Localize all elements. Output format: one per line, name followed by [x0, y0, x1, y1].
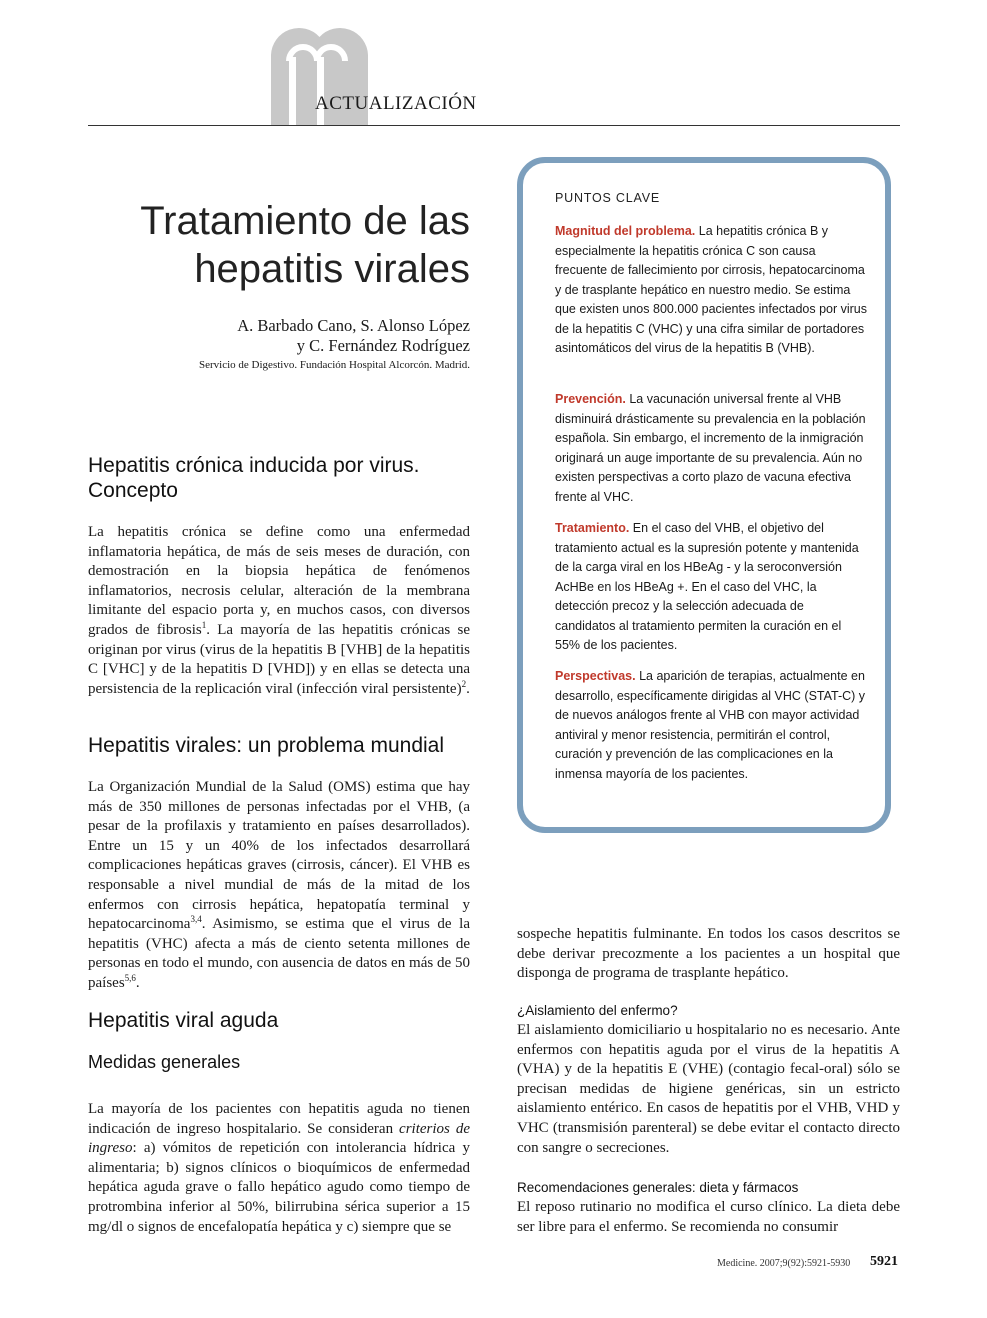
title-line-2: hepatitis virales	[194, 247, 470, 291]
authors-line-2: y C. Fernández Rodríguez	[296, 336, 470, 355]
heading-chronic-hepatitis	[88, 453, 420, 503]
heading-recommendations: Recomendaciones generales: dieta y fármacos	[517, 1180, 799, 1195]
article-title	[88, 197, 470, 293]
key-point-magnitude: Magnitud del problema. La hepatitis crónica B y especialmente la hepatitis crónica C son causa frecuente de fallecimiento por cirrosis, hepatocarcinoma y de trasplante hepático en nuestro medio. Se estima que existen unos 800.000 pacientes infectados por virus de la hepatitis C (VHC) y una cifra similar de portadores asintomáticos del virus de la hepatitis B (VHB).	[555, 224, 868, 355]
heading-line-1: Hepatitis crónica inducida por virus.	[88, 454, 420, 477]
paragraph-isolation: El aislamiento domiciliario u hospitalario no es necesario. Ante enfermos con hepatitis aguda por el virus de la hepatitis A (VHA) y de la hepatitis E (VHE) (contagio fecal-oral) sólo se precisan medidas de higiene genéricas, sin un estricto aislamiento entérico. En casos de hepatitis por el VHB, VHD y VHC (transmisión parenteral) se debe evitar el contacto directo con sangre o secreciones.	[517, 1022, 900, 1156]
key-point-perspectives: Perspectivas. La aparición de terapias, actualmente en desarrollo, específicamente dirigidas al VHC (STAT-C) y de nuevos análogos frente al VHB con mayor actividad antiviral y menor resistencia, permitirán el control, curación y prevención de las complicaciones en la inmensa mayoría de los pacientes.	[555, 669, 866, 781]
affiliation: Servicio de Digestivo. Fundación Hospital Alcorcón. Madrid.	[199, 359, 470, 371]
key-points-title: PUNTOS CLAVE	[555, 191, 660, 205]
paragraph-chronic-hepatitis: La hepatitis crónica se define como una enfermedad inflamatoria hepática, de más de seis meses de duración, con demostración en la biopsia hepática de fenómenos inflamatorios, necrosis celular, alteración de la membrana limitante del espacio porta y, en muchos casos, con diversos grados de fibrosis$^1$. La mayoría de las hepatitis crónicas se originan por virus (virus de la hepatitis B [VHB] de la hepatitis C [VHC] y de la hepatitis D [VHD]) y en ellas se detecta una persistencia de la replicación viral (infección viral persistente)$^2$.	[88, 524, 471, 697]
heading-acute-hepatitis: Hepatitis viral aguda	[88, 1009, 279, 1032]
key-point-treatment: Tratamiento. En el caso del VHB, el objetivo del tratamiento actual es la supresión potente y mantenida de la carga viral en los HBeAg - y la seroconversión AcHBe en los HBeAg +. En el caso del VHC, la detección precoz y la selección adecuada de candidatos al tratamiento permiten la curación en el 55% de los pacientes.	[555, 521, 859, 652]
heading-world-problem: Hepatitis virales: un problema mundial	[88, 734, 445, 757]
heading-line-2: Concepto	[88, 479, 178, 502]
authors	[88, 316, 470, 356]
paragraph-general-measures: La mayoría de los pacientes con hepatitis aguda no tienen indicación de ingreso hospitalario. Se consideran criterios de ingreso: a) vómitos de repetición con intolerancia hídrica y alimentaria; b) signos clínicos o bioquímicos de enfermedad hepática aguda grave o fallo hepático agudo como tiempo de protrombina inferior al 50%, bilirrubina sérica superior a 15 mg/dl o signos de encefalopatía hepática y c) siempre que se	[88, 1101, 470, 1235]
paragraph-recommendations: El reposo rutinario no modifica el curso clínico. La dieta debe ser libre para el enfermo. Se recomienda no consumir	[517, 1199, 900, 1235]
subheading-general-measures: Medidas generales	[88, 1052, 241, 1072]
footer-citation: Medicine. 2007;9(92):5921-5930	[717, 1258, 851, 1269]
section-label: ACTUALIZACIÓN	[315, 93, 477, 114]
paragraph-world-problem: La Organización Mundial de la Salud (OMS) estima que hay más de 350 millones de personas infectadas por el VHB, (a pesar de la profilaxis y tratamiento en países desarrollados). Entre un 15 y un 40% de los infectados desarrollará complicaciones hepáticas graves (cirrosis, cáncer). El VHB es responsable a nivel mundial de más de la mitad de los enfermos con cirrosis hepática, hepatopatía terminal y hepatocarcinoma$^{3,4}$. Asimismo, se estima que el virus de la hepatitis (VHC) afecta a más de ciento setenta millones de personas en todo el mundo, con ausencia de datos en más de 50 países$^{5,6}$.	[88, 779, 470, 991]
title-line-1: Tratamiento de las	[140, 199, 470, 243]
authors-line-1: A. Barbado Cano, S. Alonso López	[237, 316, 470, 335]
page-number: 5921	[870, 1254, 898, 1269]
paragraph-continuation: sospeche hepatitis fulminante. En todos los casos descritos se debe derivar precozmente a los pacientes a un hospital que disponga de programa de trasplante hepático.	[517, 926, 900, 982]
key-point-prevention: Prevención. La vacunación universal frente al VHB disminuirá drásticamente su prevalencia en la población española. Sin embargo, el incremento de la inmigración originará un auge importante de su prevalencia. Aún no existen perspectivas a corto plazo de vacuna efectiva frente al VHC.	[555, 392, 866, 504]
heading-isolation: ¿Aislamiento del enfermo?	[517, 1003, 678, 1018]
header-divider	[88, 125, 900, 126]
